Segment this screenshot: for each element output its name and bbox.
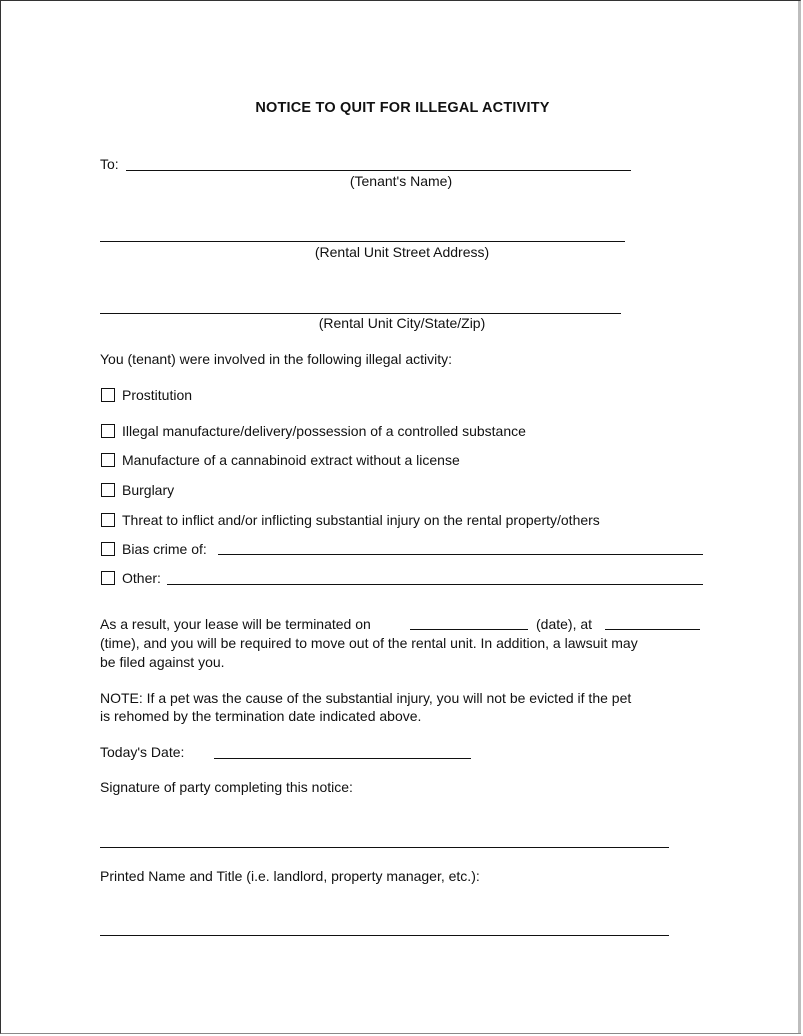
prostitution-checkbox[interactable] bbox=[101, 388, 115, 402]
activity-intro: You (tenant) were involved in the following illegal activity: bbox=[100, 351, 453, 367]
activity-label-prostitution: Prostitution bbox=[122, 387, 193, 403]
termination-text-line1a: As a result, your lease will be terminated on bbox=[100, 616, 371, 632]
note-line1: NOTE: If a pet was the cause of the substantial injury, you will not be evicted if the pet bbox=[100, 690, 632, 706]
city-state-zip-caption: (Rental Unit City/State/Zip) bbox=[318, 315, 486, 331]
note-line2: is rehomed by the termination date indicated above. bbox=[100, 708, 422, 724]
todays-date-label: Today's Date: bbox=[100, 744, 185, 760]
termination-text-line2: (time), and you will be required to move out of the rental unit. In addition, a lawsuit may bbox=[100, 635, 638, 651]
street-address-field[interactable] bbox=[100, 241, 625, 242]
termination-time-field[interactable] bbox=[605, 629, 700, 630]
other-activity-field[interactable] bbox=[167, 584, 703, 585]
activity-label-threat-injury: Threat to inflict and/or inflicting substantial injury on the rental property/others bbox=[122, 512, 600, 528]
termination-date-field[interactable] bbox=[410, 629, 528, 630]
activity-label-controlled-substance: Illegal manufacture/delivery/possession of a controlled substance bbox=[122, 423, 526, 439]
signature-label: Signature of party completing this notice: bbox=[100, 779, 353, 795]
todays-date-field[interactable] bbox=[214, 758, 471, 759]
termination-text-line3: be filed against you. bbox=[100, 654, 225, 670]
city-state-zip-field[interactable] bbox=[100, 313, 621, 314]
tenant-name-caption: (Tenant's Name) bbox=[349, 173, 453, 189]
controlled-substance-checkbox[interactable] bbox=[101, 424, 115, 438]
street-address-caption: (Rental Unit Street Address) bbox=[314, 244, 490, 260]
cannabinoid-extract-checkbox[interactable] bbox=[101, 453, 115, 467]
printed-name-label: Printed Name and Title (i.e. landlord, property manager, etc.): bbox=[100, 868, 480, 884]
printed-name-field[interactable] bbox=[100, 935, 669, 936]
burglary-checkbox[interactable] bbox=[101, 483, 115, 497]
activity-label-cannabinoid-extract: Manufacture of a cannabinoid extract without a license bbox=[122, 452, 460, 468]
activity-label-burglary: Burglary bbox=[122, 482, 175, 498]
activity-label-other: Other: bbox=[122, 570, 161, 586]
other-checkbox[interactable] bbox=[101, 571, 115, 585]
termination-text-line1b: (date), at bbox=[536, 616, 593, 632]
tenant-name-field[interactable] bbox=[126, 170, 631, 171]
activity-label-bias-crime: Bias crime of: bbox=[122, 541, 207, 557]
signature-field[interactable] bbox=[100, 847, 669, 848]
threat-injury-checkbox[interactable] bbox=[101, 513, 115, 527]
document-title: NOTICE TO QUIT FOR ILLEGAL ACTIVITY bbox=[255, 100, 550, 116]
bias-crime-field[interactable] bbox=[218, 554, 703, 555]
bias-crime-checkbox[interactable] bbox=[101, 542, 115, 556]
to-label: To: bbox=[100, 156, 119, 172]
